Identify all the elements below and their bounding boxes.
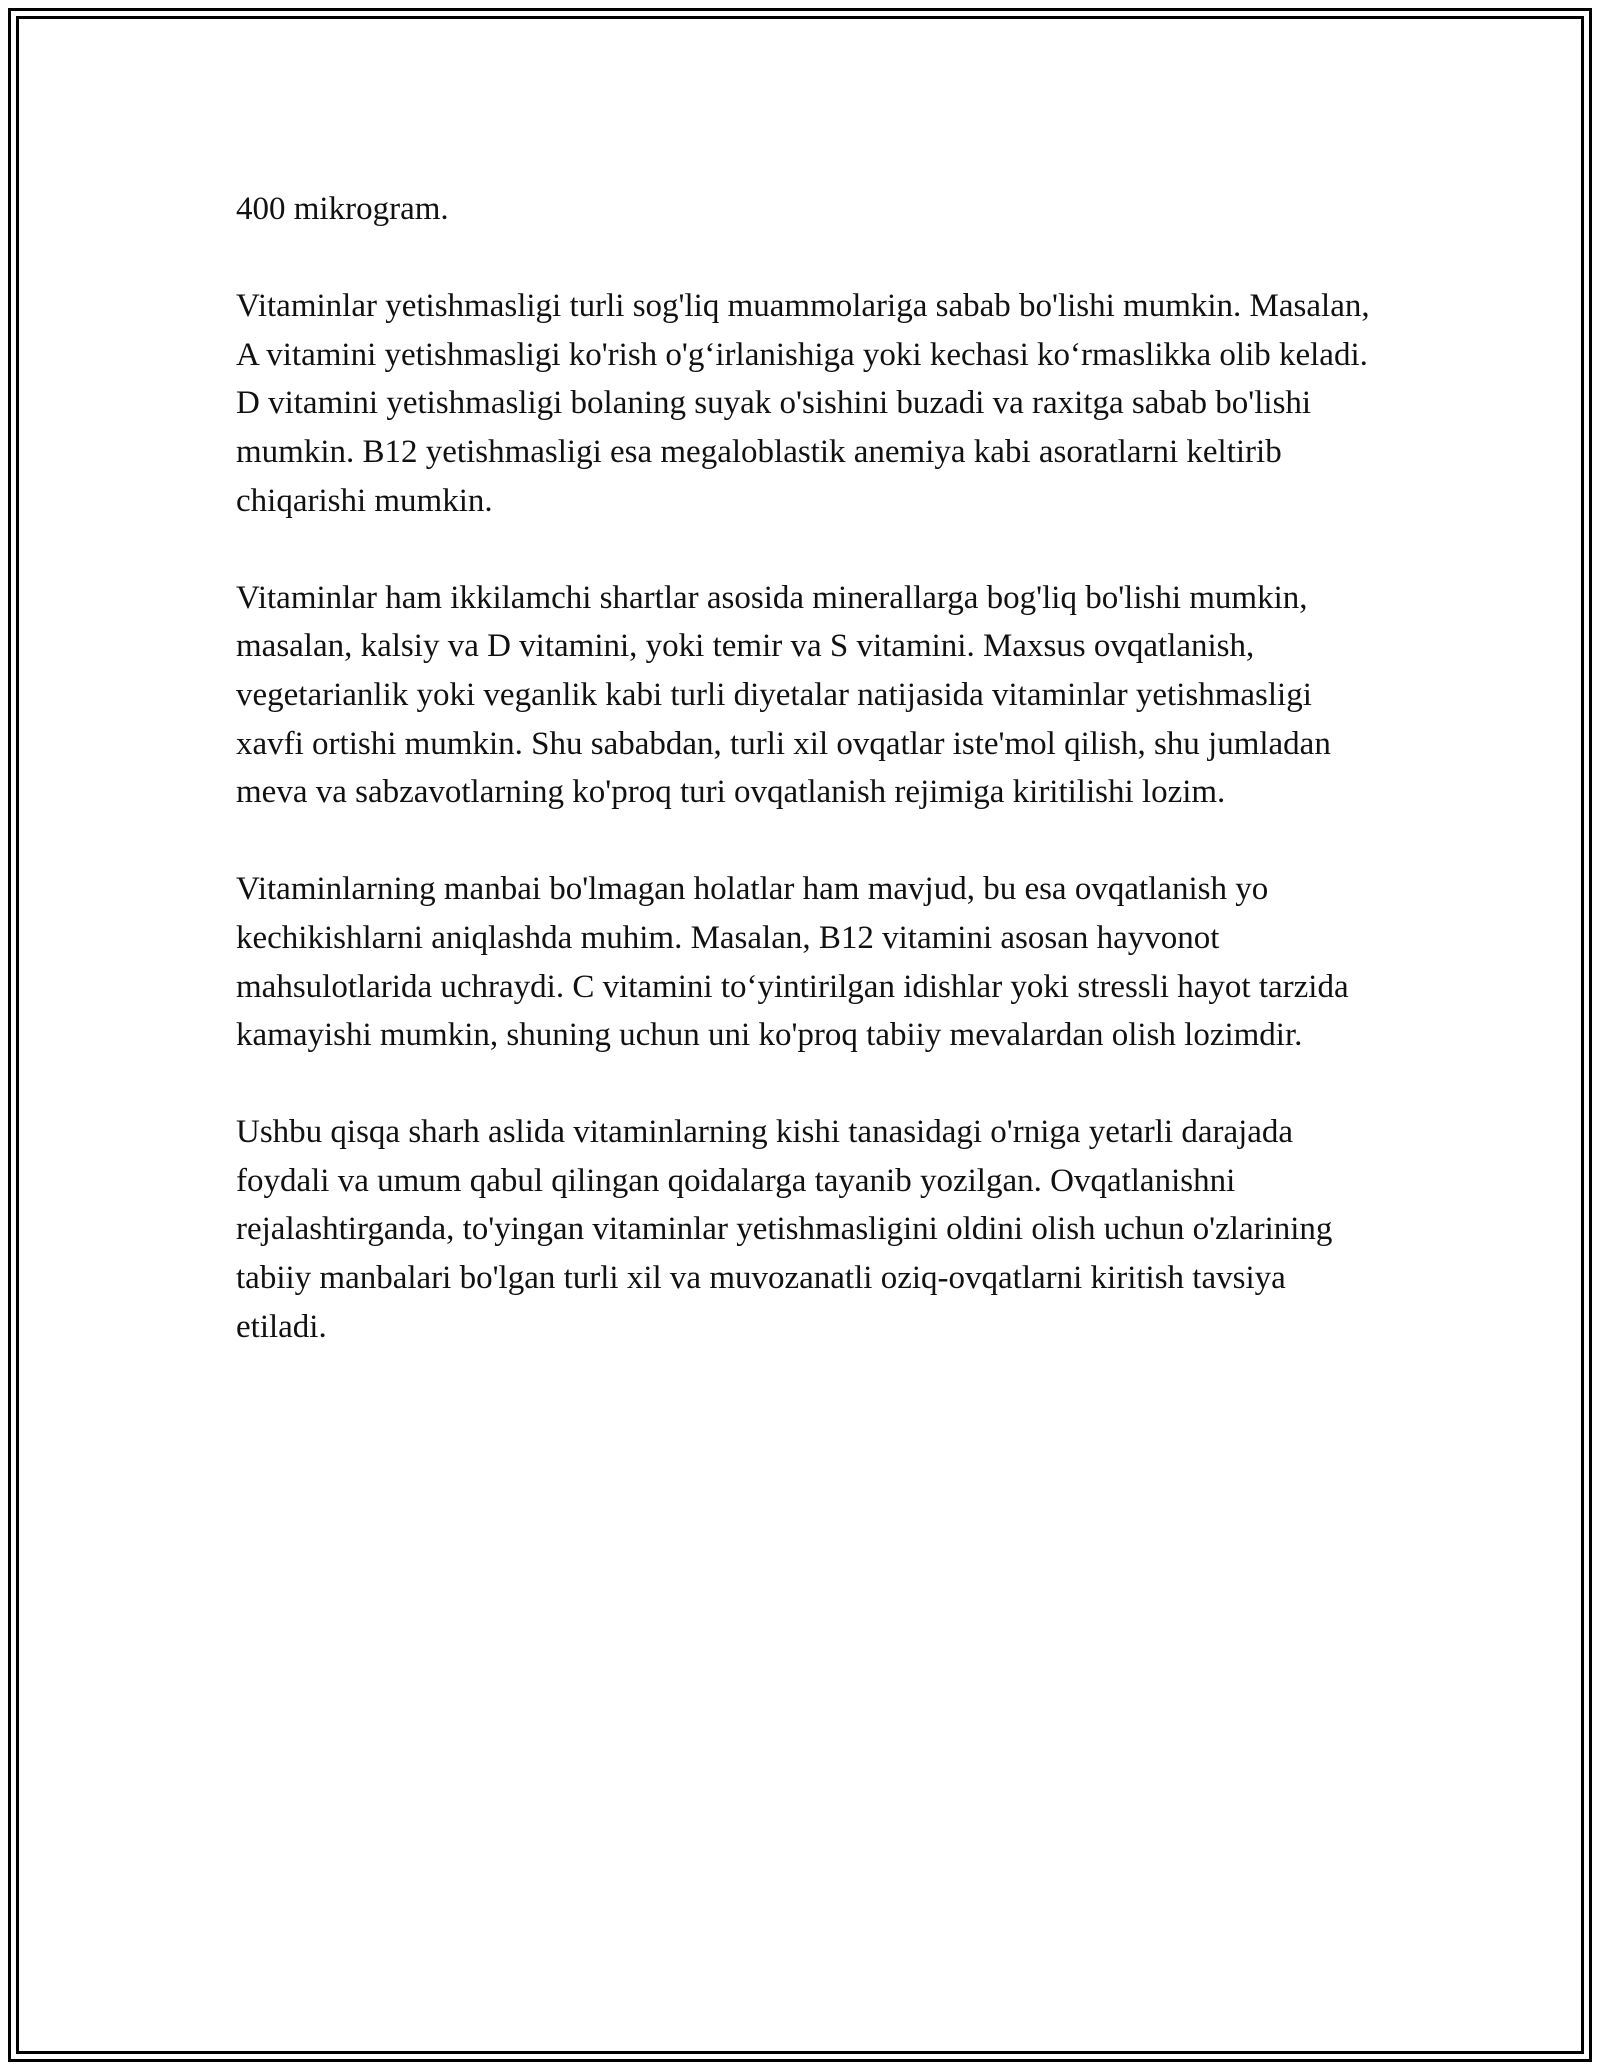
paragraph-summary: Ushbu qisqa sharh aslida vitaminlarning kishi tanasidagi o'rniga yetarli darajada foydali va umum qabul qilingan qoidalarga tayanib yozilgan. Ovqatlanishni rejalashtirganda, to'yingan vitaminlar yetishmasligini oldini olish uchun o'zlarining tabiiy manbalari bo'lgan turli xil va muvozanatli oziq-ovqatlarni kiritish tavsiya etiladi. (236, 1114, 1333, 1345)
paragraph-deficiency-problems: Vitaminlar yetishmasligi turli sog'liq muammolariga sabab bo'lishi mumkin. Masalan, A vitamini yetishmasligi ko'rish o'g‘irlanishiga yoki kechasi ko‘rmaslikka olib keladi. D vitamini yetishmasligi bolaning suyak o'sishini buzadi va raxitga sabab bo'lishi mumkin. B12 yetishmasligi esa megaloblastik anemiya kabi asoratlarni keltirib chiqarishi mumkin. (236, 288, 1370, 519)
paragraph-intro-fragment: 400 mikrogram. (236, 191, 449, 227)
paragraph-mineral-dependence: Vitaminlar ham ikkilamchi shartlar asosida minerallarga bog'liq bo'lishi mumkin, masalan, kalsiy va D vitamini, yoki temir va S vitamini. Maxsus ovqatlanish, vegetarianlik yoki veganlik kabi turli diyetalar natijasida vitaminlar yetishmasligi xavfi ortishi mumkin. Shu sababdan, turli xil ovqatlar iste'mol qilish, shu jumladan meva va sabzavotlarning ko'proq turi ovqatlanish rejimiga kiritilishi lozim. (236, 579, 1331, 811)
document-body (236, 185, 1376, 1400)
paragraph-vitamin-sources: Vitaminlarning manbai bo'lmagan holatlar ham mavjud, bu esa ovqatlanish yo kechikishlarni aniqlashda muhim. Masalan, B12 vitamini asosan hayvonot mahsulotlarida uchraydi. C vitamini to‘yintirilgan idishlar yoki stressli hayot tarzida kamayishi mumkin, shuning uchun uni ko'proq tabiiy mevalardan olish lozimdir. (236, 871, 1349, 1054)
